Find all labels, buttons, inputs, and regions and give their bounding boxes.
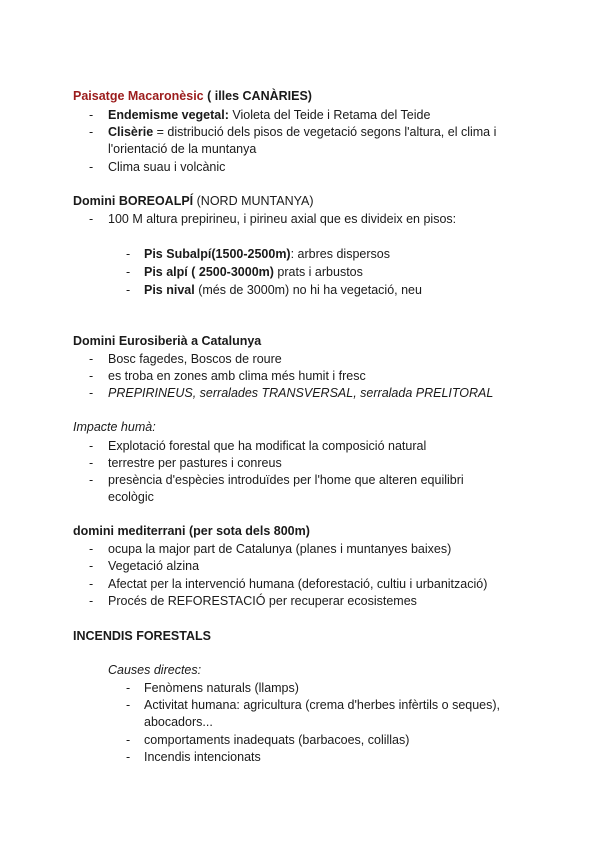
list-item: 100 M altura prepirineu, i pirineu axial que es divideix en pisos: bbox=[108, 212, 457, 226]
list-item: Explotació forestal que ha modificat la composició natural bbox=[108, 439, 427, 453]
list-item: terrestre per pastures i conreus bbox=[108, 456, 282, 470]
heading-impacte: Impacte humà: bbox=[73, 420, 156, 434]
bullet-dash: - bbox=[89, 386, 94, 400]
list-item: Procés de REFORESTACIÓ per recuperar ecosistemes bbox=[108, 594, 417, 608]
sub-list-item: Pis nival (més de 3000m) no hi ha vegetació, neu bbox=[144, 283, 422, 297]
bullet-dash: - bbox=[89, 352, 94, 366]
bullet-dash: - bbox=[89, 212, 94, 226]
bullet-dash: - bbox=[89, 542, 94, 556]
bullet-dash: - bbox=[89, 108, 94, 122]
list-item-continuation: abocadors... bbox=[144, 715, 213, 729]
bullet-dash: - bbox=[126, 750, 131, 764]
list-item: Vegetació alzina bbox=[108, 559, 200, 573]
heading-paisatge: Paisatge Macaronèsic ( illes CANÀRIES) bbox=[73, 89, 312, 103]
bullet-dash: - bbox=[126, 698, 131, 712]
heading-incendis: INCENDIS FORESTALS bbox=[73, 629, 211, 643]
list-item: Fenòmens naturals (llamps) bbox=[144, 681, 299, 695]
bullet-dash: - bbox=[89, 594, 94, 608]
subheading-causes: Causes directes: bbox=[108, 663, 202, 677]
bullet-dash: - bbox=[89, 160, 94, 174]
bullet-dash: - bbox=[89, 125, 94, 139]
list-item: presència d'espècies introduïdes per l'home que alteren equilibri bbox=[108, 473, 464, 487]
bullet-dash: - bbox=[89, 559, 94, 573]
bullet-dash: - bbox=[89, 577, 94, 591]
heading-mediterrani: domini mediterrani (per sota dels 800m) bbox=[73, 524, 310, 538]
bullet-dash: - bbox=[89, 473, 94, 487]
bullet-dash: - bbox=[126, 681, 131, 695]
bullet-dash: - bbox=[89, 369, 94, 383]
sub-list-item: Pis alpí ( 2500-3000m) prats i arbustos bbox=[144, 265, 363, 279]
list-item: Endemisme vegetal: Violeta del Teide i Retama del Teide bbox=[108, 108, 431, 122]
bullet-dash: - bbox=[126, 247, 131, 261]
bullet-dash: - bbox=[126, 733, 131, 747]
heading-eurosiberia: Domini Eurosiberià a Catalunya bbox=[73, 334, 262, 348]
bullet-dash: - bbox=[89, 439, 94, 453]
list-item: Incendis intencionats bbox=[144, 750, 261, 764]
list-item: PREPIRINEUS, serralades TRANSVERSAL, serralada PRELITORAL bbox=[108, 386, 494, 400]
list-item: Afectat per la intervenció humana (deforestació, cultiu i urbanització) bbox=[108, 577, 488, 591]
bullet-dash: - bbox=[126, 265, 131, 279]
bullet-dash: - bbox=[89, 456, 94, 470]
list-item-continuation: ecològic bbox=[108, 490, 154, 504]
list-item: es troba en zones amb clima més humit i fresc bbox=[108, 369, 366, 383]
list-item-continuation: l'orientació de la muntanya bbox=[108, 142, 257, 156]
bullet-dash: - bbox=[126, 283, 131, 297]
list-item: Clima suau i volcànic bbox=[108, 160, 226, 174]
heading-boreoalpi: Domini BOREOALPÍ (NORD MUNTANYA) bbox=[73, 194, 314, 208]
sub-list-item: Pis Subalpí(1500-2500m): arbres dispersos bbox=[144, 247, 390, 261]
list-item: Activitat humana: agricultura (crema d'herbes infèrtils o seques), bbox=[144, 698, 501, 712]
list-item: comportaments inadequats (barbacoes, colillas) bbox=[144, 733, 410, 747]
list-item: Clisèrie = distribució dels pisos de vegetació segons l'altura, el clima i bbox=[108, 125, 497, 139]
list-item: Bosc fagedes, Boscos de roure bbox=[108, 352, 282, 366]
list-item: ocupa la major part de Catalunya (planes i muntanyes baixes) bbox=[108, 542, 452, 556]
